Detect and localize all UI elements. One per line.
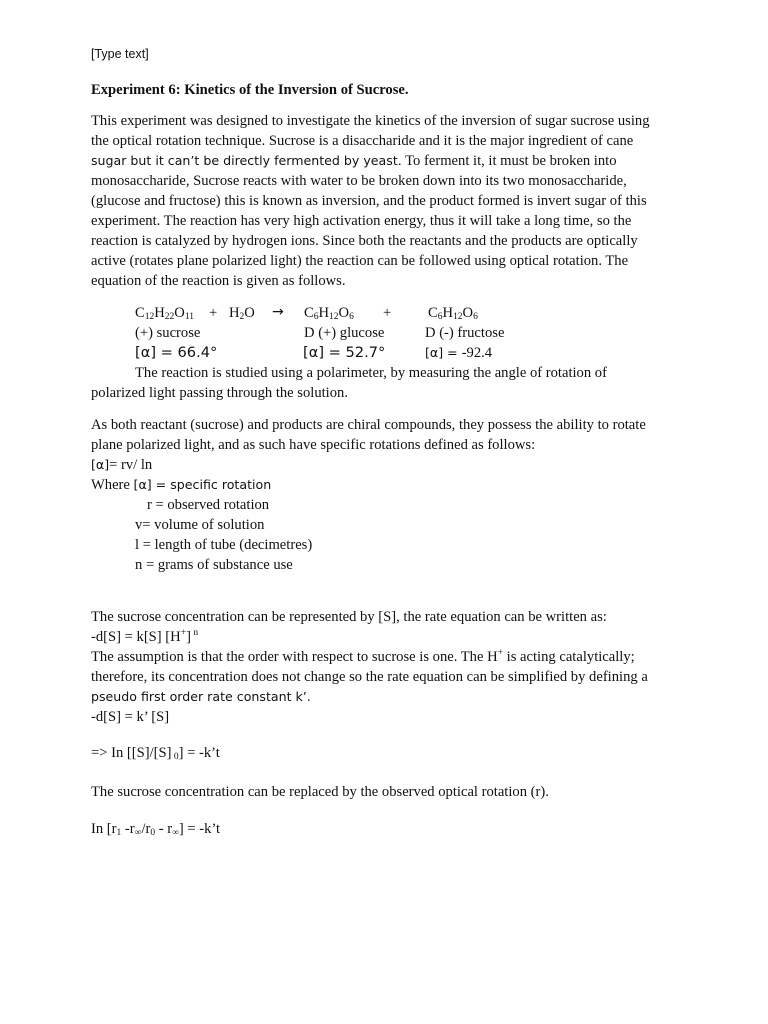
paragraph1-line7: reaction is catalyzed by hydrogen ions. Since both the reactants and the products are optically xyxy=(91,233,638,249)
rate-equation: -d[S] = k[S] [H+] $^n$ xyxy=(91,628,199,645)
paragraph1-line9: equation of the reaction is given as follows. xyxy=(91,273,346,289)
assumption-line2: therefore, its concentration does not change so the rate equation can be simplified by defining a xyxy=(91,669,648,685)
reactant-sucrose-formula: $C_{12}H_{22}O_{11}$ xyxy=(135,305,194,322)
replacement-text: The sucrose concentration can be replaced by the observed optical rotation (r). xyxy=(91,784,549,800)
specific-rotation-formula: [α]= rv/ ln xyxy=(91,457,153,473)
document-title: Experiment 6: Kinetics of the Inversion of Sucrose. xyxy=(91,82,409,98)
where-item-n: n = grams of substance use xyxy=(135,557,293,573)
where-item-v: v= volume of solution xyxy=(135,517,265,533)
final-rotation-equation: In [$r_1$ $-r_\infty/r_0 - r_\infty$] = -k’t xyxy=(91,821,221,838)
paragraph1-line5: (glucose and fructose) this is known as inversion, and the product formed is invert sugar of this xyxy=(91,193,647,209)
paragraph1-line3-b: To ferment it, it must be broken into xyxy=(401,153,617,169)
paragraph2-line2: polarized light passing through the solution. xyxy=(91,385,348,401)
paragraph1-line8: active (rotates plane polarized light) the reaction can be followed using optical rotation. The xyxy=(91,253,629,269)
paragraph1-line4: monosaccharide, Sucrose reacts with water to be broken down into its two monosaccharide, xyxy=(91,173,627,189)
reactant-water-formula: $H_2O$ xyxy=(229,305,255,322)
pseudo-rate-equation: -d[S] = k’ [S] xyxy=(91,709,170,725)
paragraph1-line3 xyxy=(91,151,617,171)
glucose-name: D (+) glucose xyxy=(304,325,385,341)
plus-sign-2: + xyxy=(383,305,392,321)
assumption-line3: pseudo first order rate constant k’. xyxy=(91,689,311,704)
fructose-rotation: [α] = -92.4 xyxy=(425,345,493,361)
where-line: Where [α] = specific rotation xyxy=(91,477,272,493)
paragraph1-line3-a: sugar but it can’t be directly fermented by yeast. xyxy=(91,153,402,168)
plus-sign-1: + xyxy=(209,305,218,321)
paragraph3-line1: As both reactant (sucrose) and products are chiral compounds, they possess the ability to rotate xyxy=(91,417,646,433)
integrated-rate-equation: => In [[S]/[S] $_0$] = -k’t xyxy=(91,745,220,762)
where-item-l: l = length of tube (decimetres) xyxy=(135,537,313,553)
paragraph2-line1: The reaction is studied using a polarimeter, by measuring the angle of rotation of xyxy=(135,365,607,381)
rate-intro: The sucrose concentration can be represented by [S], the rate equation can be written as: xyxy=(91,609,607,625)
paragraph1-line2: the optical rotation technique. Sucrose is a disaccharide and it is the major ingredient of cane xyxy=(91,133,634,149)
paragraph1-line1: This experiment was designed to investigate the kinetics of the inversion of sugar sucrose using xyxy=(91,113,650,129)
product-glucose-formula: $C_6H_{12}O_6$ xyxy=(304,305,354,322)
glucose-rotation: [α] = 52.7° xyxy=(303,344,386,361)
where-item-r: r = observed rotation xyxy=(147,497,270,513)
sucrose-name: (+) sucrose xyxy=(135,325,201,341)
paragraph1-line6: experiment. The reaction has very high activation energy, thus it will take a long time, so the xyxy=(91,213,632,229)
assumption-line1: The assumption is that the order with respect to sucrose is one. The H+ is acting catalytically; xyxy=(91,648,635,665)
paragraph3-line2: plane polarized light, and as such have specific rotations defined as follows: xyxy=(91,437,536,453)
product-fructose-formula: $C_6H_{12}O_6$ xyxy=(428,305,478,322)
header-placeholder: [Type text] xyxy=(91,47,149,61)
sucrose-rotation: [α] = 66.4° xyxy=(135,344,218,361)
fructose-name: D (-) fructose xyxy=(425,325,505,341)
reaction-arrow: → xyxy=(272,304,284,320)
